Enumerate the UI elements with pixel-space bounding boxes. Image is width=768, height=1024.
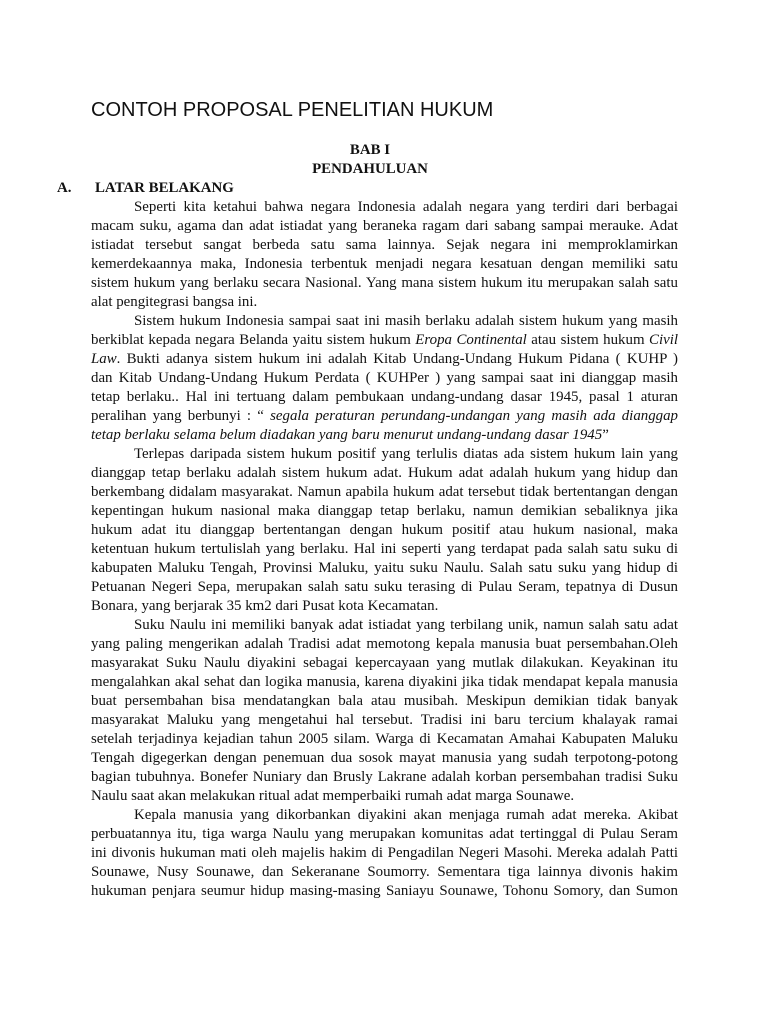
- paragraph-line: kemerdekaannya maka, Indonesia terbentuk menjadi negara kesatuan dengan memiliki satu: [91, 256, 678, 272]
- paragraph-line: Seperti kita ketahui bahwa negara Indonesia adalah negara yang terdiri dari berbagai: [134, 199, 678, 215]
- section-title: LATAR BELAKANG: [95, 180, 234, 196]
- text-run: atau sistem hukum: [526, 332, 650, 348]
- paragraph-line: Kepala manusia yang dikorbankan diyakini akan menjaga rumah adat mereka. Akibat: [134, 807, 678, 823]
- paragraph-line: ketentuan hukum tertulislah yang berlaku. Hal ini seperti yang terdapat pada salah satu suku di: [91, 541, 678, 557]
- paragraph-line: alat pengitegrasi bangsa ini.: [91, 294, 258, 310]
- paragraph-line: [91, 426, 678, 445]
- italic-text: tetap berlaku selama belum diadakan yang baru menurut undang-undang dasar 1945: [91, 427, 603, 443]
- paragraph-line: ini divonis hukuman mati oleh majelis hakim di Pengadilan Negeri Masohi. Mereka adalah Patti: [91, 845, 678, 861]
- paragraph-line: berkembang didalam masyarakat. Namun apabila hukum adat tersebut tidak bertentangan dengan: [91, 484, 678, 500]
- section-heading: [0, 179, 768, 198]
- paragraph-line: mengalahkan akal sehat dan logika manusia, karena diyakini jika tidak mendapat kepala manusia: [91, 674, 678, 690]
- paragraph-line: macam suku, agama dan adat istiadat yang beraneka ragam dari sabang sampai merauke. Adat: [91, 218, 678, 234]
- paragraph-line: bagian tubuhnya. Bonefer Nuniary dan Brusly Lakrane adalah korban persembahan tradisi Suku: [91, 769, 678, 785]
- chapter-title: PENDAHULUAN: [312, 161, 428, 177]
- paragraph-line: Petuanan Negeri Sepa, merupakan salah satu suku terasing di Pulau Seram, tepatnya di Dusun: [91, 579, 678, 595]
- paragraph-line: masyarakat Maluku yang mengetahui hal tersebut. Tradisi ini baru tercium khalayak ramai: [91, 712, 678, 728]
- paragraph-line: Bonara, yang berjarak 35 km2 dari Pusat kota Kecamatan.: [91, 598, 439, 614]
- italic-text: Eropa Continental: [415, 332, 527, 348]
- text-run: peralihan yang berbunyi : “: [91, 408, 271, 424]
- paragraph-line: dianggap tetap berlaku adalah sistem hukum adat. Hukum adat adalah hukum yang hidup dan: [91, 465, 678, 481]
- paragraph-line: Sistem hukum Indonesia sampai saat ini masih berlaku adalah sistem hukum yang masih: [134, 313, 678, 329]
- paragraph-line: [91, 331, 678, 350]
- paragraph-line: buat persembahan bisa mendatangkan bala atau musibah. Meskipun demikian tidak banyak: [91, 693, 678, 709]
- paragraph-line: yang paling mengerikan adalah Tradisi adat memotong kepala manusia buat persembahan.Oleh: [91, 636, 678, 652]
- paragraph-line: Naulu saat akan melakukan ritual adat memperbaiki rumah adat marga Sounawe.: [91, 788, 575, 804]
- paragraph: [91, 445, 678, 616]
- italic-text: Civil: [649, 332, 678, 348]
- paragraph-line: hukuman penjara seumur hidup masing-masing Saniayu Sounawe, Tohonu Somory, dan Sumon: [91, 883, 678, 899]
- paragraph-line: hukum adat itu dianggap bertentangan dengan hukum positif atau hukum nasional, maka: [91, 522, 678, 538]
- chapter-number: BAB I: [349, 142, 391, 158]
- paragraph: [91, 312, 678, 445]
- body-text: [91, 198, 678, 901]
- paragraph-line: kepentingan hukum nasional maka dianggap tetap berlaku, namun demikian sebaliknya jika: [91, 503, 678, 519]
- paragraph: [91, 616, 678, 806]
- paragraph-line: Terlepas daripada sistem hukum positif yang terlulis diatas ada sistem hukum lain yang: [134, 446, 678, 462]
- paragraph-line: tetap berlaku.. Hal ini tertuang dalam pembukaan undang-undang dasar 1945, pasal 1 aturan: [91, 389, 678, 405]
- paragraph-line: istiadat tersebut sangat berbeda satu sama lainnya. Sejak negara ini memproklamirkan: [91, 237, 678, 253]
- document-title: CONTOH PROPOSAL PENELITIAN HUKUM: [91, 99, 494, 121]
- paragraph: [91, 198, 678, 312]
- text-run: berkiblat kepada negara Belanda yaitu sistem hukum: [91, 332, 416, 348]
- document-body: [0, 141, 768, 901]
- paragraph-line: masyarakat Suku Naulu diyakini sebagai kepercayaan yang mutlak dilakukan. Keyakinan itu: [91, 655, 678, 671]
- paragraph-line: Suku Naulu ini memiliki banyak adat istiadat yang terbilang unik, namun salah satu adat: [134, 617, 678, 633]
- paragraph-line: Sounawe, Nusy Sounawe, dan Sekeranane Soumorry. Sementara tiga lainnya divonis hakim: [91, 864, 678, 880]
- paragraph: [91, 806, 678, 901]
- text-run: ”: [602, 427, 609, 443]
- paragraph-line: Tengah digegerkan dengan penemuan dua sosok mayat manusia yang sudah terpotong-potong: [91, 750, 678, 766]
- paragraph-line: dan Kitab Undang-Undang Hukum Perdata ( KUHPer ) yang sampai saat ini dianggap masih: [91, 370, 678, 386]
- paragraph-line: kabupaten Maluku Tengah, Provinsi Maluku, yaitu suku Naulu. Salah satu suku yang hidup di: [91, 560, 678, 576]
- paragraph-line: setelah terjadinya kejadian tahun 2005 silam. Warga di Kecamatan Amahai Kabupaten Maluku: [91, 731, 678, 747]
- paragraph-line: sistem hukum yang berlaku secara Nasional. Yang mana sistem hukum itu merupakan salah satu: [91, 275, 678, 291]
- section-marker: A.: [57, 180, 72, 196]
- paragraph-line: [91, 407, 678, 426]
- paragraph-line: perbuatannya itu, tiga warga Naulu yang merupakan komunitas adat tertinggal di Pulau Seram: [91, 826, 678, 842]
- text-run: . Bukti adanya sistem hukum ini adalah Kitab Undang-Undang Hukum Pidana ( KUHP ): [116, 351, 678, 367]
- italic-text: segala peraturan perundang-undangan yang masih ada dianggap: [270, 408, 678, 424]
- paragraph-line: [91, 350, 678, 369]
- italic-text: Law: [91, 351, 117, 367]
